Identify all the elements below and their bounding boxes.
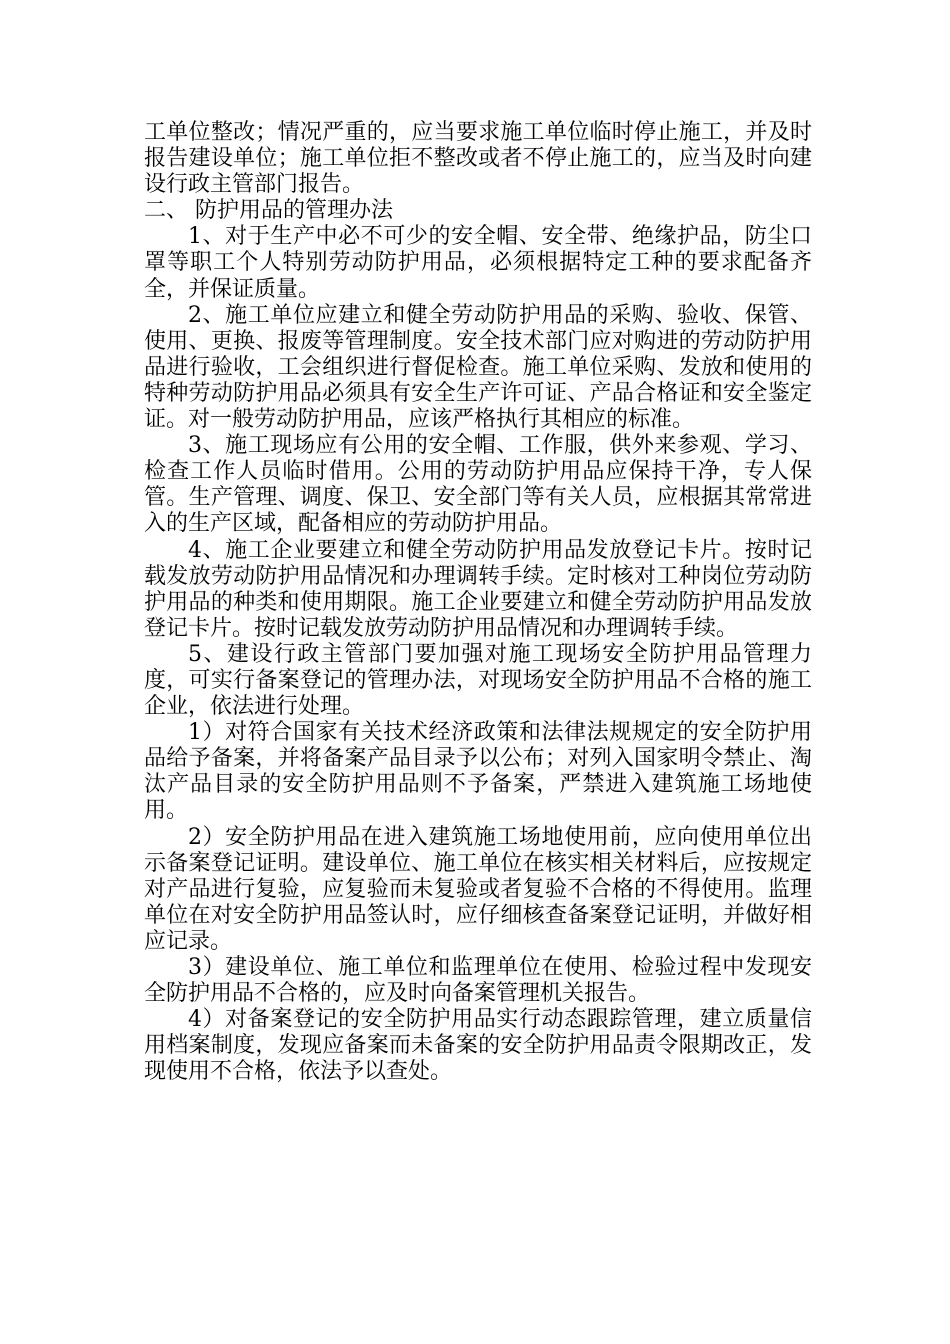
paragraph-continuation: 工单位整改；情况严重的，应当要求施工单位临时停止施工，并及时报告建设单位；施工单位拒不整改或者不停止施工的，应当及时向建设行政主管部门报告。 (144, 120, 812, 198)
paragraph-item-5: 5、建设行政主管部门要加强对施工现场安全防护用品管理力度，可实行备案登记的管理办法，对现场安全防护用品不合格的施工企业，依法进行处理。 (144, 641, 812, 720)
paragraph-item-2: 2、施工单位应建立和健全劳动防护用品的采购、验收、保管、使用、更换、报废等管理制度。安全技术部门应对购进的劳动防护用品进行验收，工会组织进行督促检查。施工单位采购、发放和使用的特种劳动防护用品必须具有安全生产许可证、产品合格证和安全鉴定证。对一般劳动防护用品，应该严格执行其相应的标准。 (144, 302, 812, 433)
paragraph-subitem-2: 2）安全防护用品在进入建筑施工场地使用前，应向使用单位出示备案登记证明。建设单位、施工单位在核实相关材料后，应按规定对产品进行复验，应复验而未复验或者复验不合格的不得使用。监理单位在对安全防护用品签认时，应仔细核查备案登记证明，并做好相应记录。 (144, 824, 812, 954)
document-body (144, 120, 812, 1085)
paragraph-subitem-3: 3）建设单位、施工单位和监理单位在使用、检验过程中发现安全防护用品不合格的，应及时向备案管理机关报告。 (144, 955, 812, 1007)
paragraph-subitem-1: 1）对符合国家有关技术经济政策和法律法规规定的安全防护用品给予备案，并将备案产品目录予以公布；对列入国家明令禁止、淘汰产品目录的安全防护用品则不予备案，严禁进入建筑施工场地使用。 (144, 720, 812, 824)
paragraph-item-1: 1、对于生产中必不可少的安全帽、安全带、绝缘护品，防尘口罩等职工个人特别劳动防护用品，必须根据特定工种的要求配备齐全，并保证质量。 (144, 224, 812, 302)
paragraph-subitem-4: 4）对备案登记的安全防护用品实行动态跟踪管理，建立质量信用档案制度，发现应备案而未备案的安全防护用品责令限期改正，发现使用不合格，依法予以查处。 (144, 1007, 812, 1085)
paragraph-item-4: 4、施工企业要建立和健全劳动防护用品发放登记卡片。按时记载发放劳动防护用品情况和办理调转手续。定时核对工种岗位劳动防护用品的种类和使用期限。施工企业要建立和健全劳动防护用品发放登记卡片。按时记载发放劳动防护用品情况和办理调转手续。 (144, 537, 812, 641)
section-heading: 二、 防护用品的管理办法 (144, 198, 393, 224)
paragraph-item-3: 3、施工现场应有公用的安全帽、工作服，供外来参观、学习、检查工作人员临时借用。公用的劳动防护用品应保持干净，专人保管。生产管理、调度、保卫、安全部门等有关人员，应根据其常常进入的生产区域，配备相应的劳动防护用品。 (144, 433, 812, 537)
